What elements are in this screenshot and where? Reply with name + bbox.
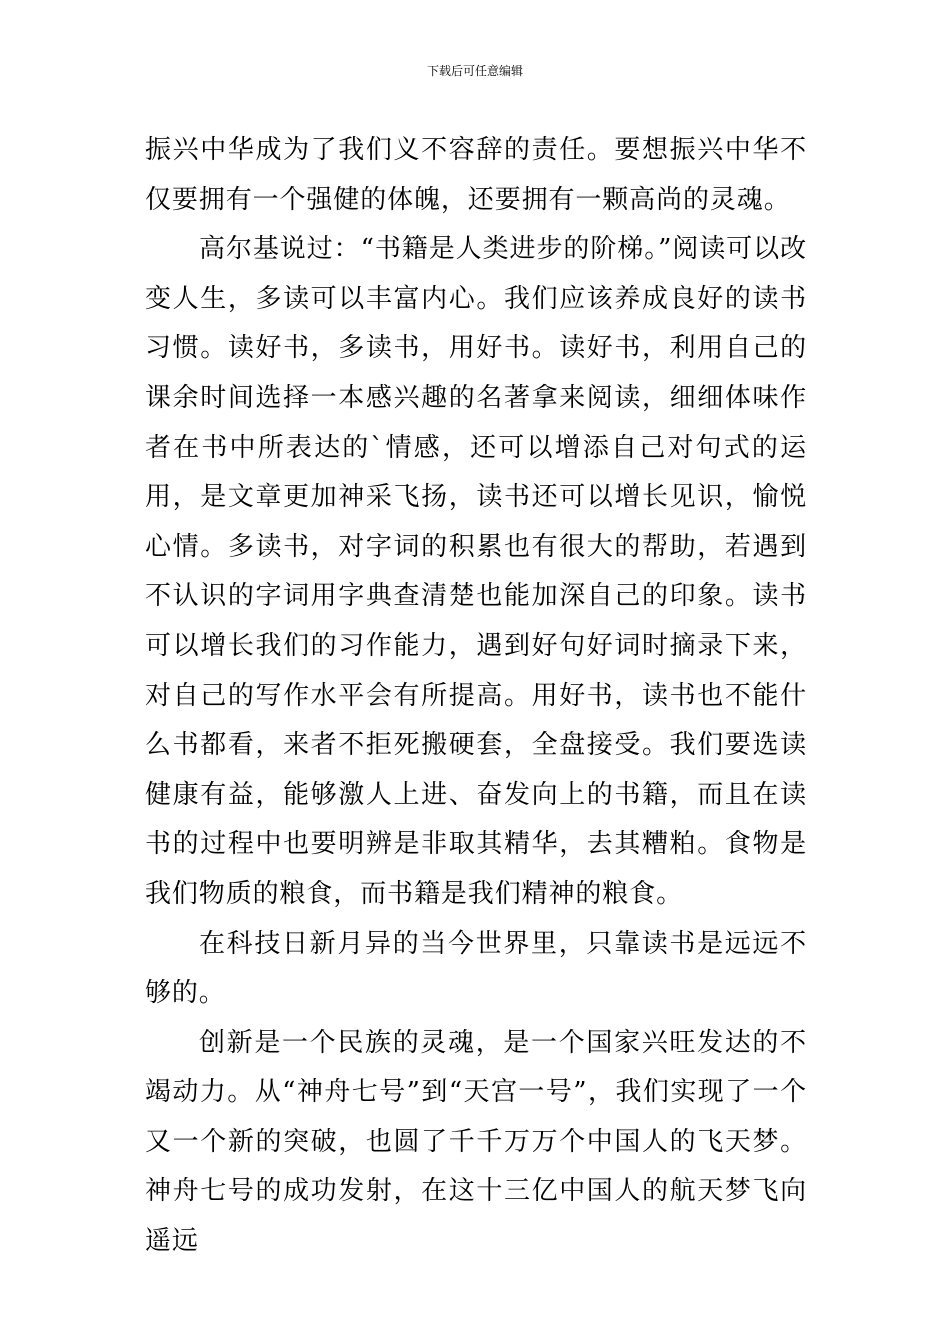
page-header: 下载后可任意编辑 xyxy=(426,64,523,78)
paragraph-2: 高尔基说过：“书籍是人类进步的阶梯。”阅读可以改变人生，多读可以丰富内心。我们应该养成良好的读书习惯。读好书，多读书，用好书。读好书，利用自己的课余时间选择一本感兴趣的名著拿来阅读，细细体味作者在书中所表达的`情感，还可以增添自己对句式的运用，是文章更加神采飞扬，读书还可以增长见识，愉悦心情。多读书，对字词的积累也有很大的帮助，若遇到不认识的字词用字典查清楚也能加深自己的印象。读书可以增长我们的习作能力，遇到好句好词时摘录下来，对自己的写作水平会有所提高。用好书，读书也不能什么书都看，来者不拒死搬硬套，全盘接受。我们要选读健康有益，能够激人上进、奋发向上的书籍，而且在读书的过程中也要明辨是非取其精华，去其糟粕。食物是我们物质的粮食，而书籍是我们精神的粮食。 xyxy=(145,234,807,909)
paragraph-3: 在科技日新月异的当今世界里，只靠读书是远远不够的。 xyxy=(145,928,807,1009)
paragraph-4: 创新是一个民族的灵魂，是一个国家兴旺发达的不竭动力。从“神舟七号”到“天宫一号”，我们实现了一个又一个新的突破，也圆了千千万万个中国人的飞天梦。神舟七号的成功发射，在这十三亿中国人的航天梦飞向遥远 xyxy=(145,1027,807,1257)
paragraph-1: 振兴中华成为了我们义不容辞的责任。要想振兴中华不仅要拥有一个强健的体魄，还要拥有一颗高尚的灵魂。 xyxy=(145,135,807,215)
document-body xyxy=(145,126,807,1267)
